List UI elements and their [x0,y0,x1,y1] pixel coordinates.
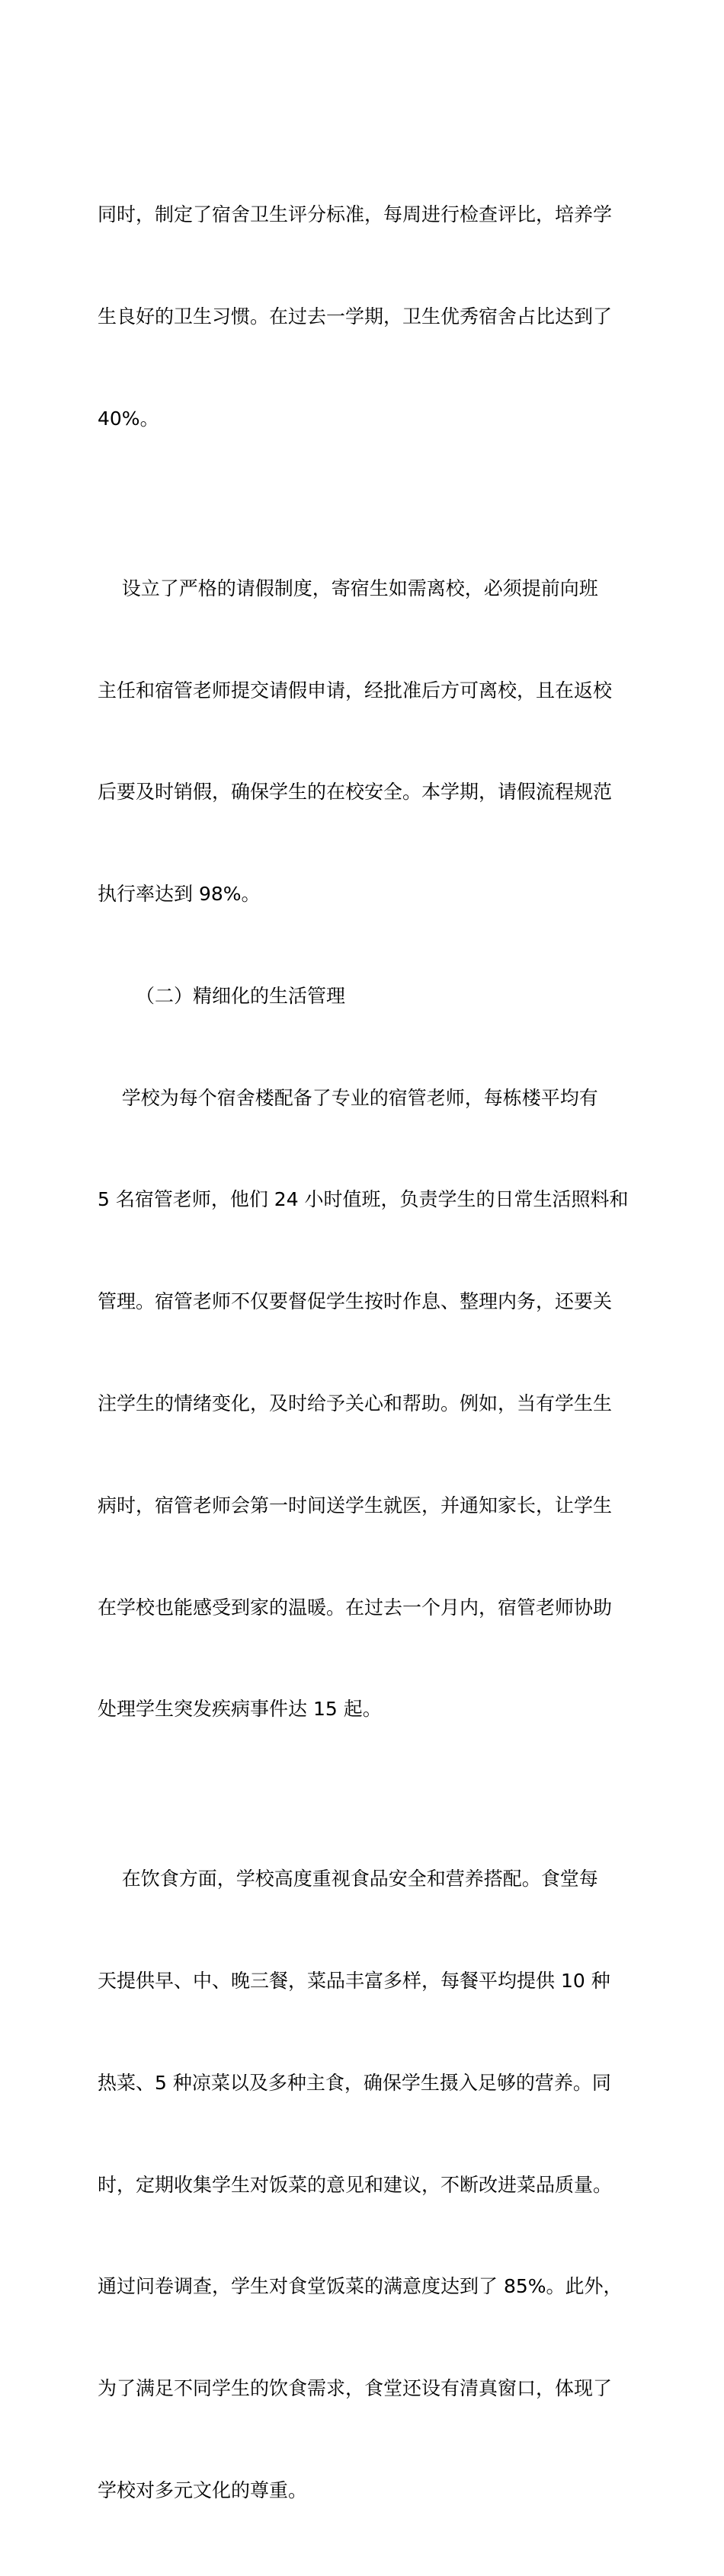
section-heading: （二）精细化的生活管理 [136,984,346,1007]
text-line: 设立了严格的请假制度，寄宿生如需离校，必须提前向班 [98,577,598,599]
text-line: 天提供早、中、晚三餐，菜品丰富多样，每餐平均提供 10 种 [98,1970,610,1993]
text-line: 执行率达到 98%。 [98,883,261,906]
text-line: 学校为每个宿舍楼配备了专业的宿管老师，每栋楼平均有 [98,1086,598,1109]
paragraph-leave-policy [98,504,634,980]
text-line: 管理。宿管老师不仅要督促学生按时作息、整理内务，还要关 [98,1290,613,1313]
paragraph-hygiene [98,130,634,504]
text-line: 5 名宿管老师，他们 24 小时值班，负责学生的日常生活照料和 [98,1188,629,1211]
text-line: 时，定期收集学生对饭菜的意见和建议，不断改进菜品质量。 [98,2173,613,2196]
paragraph-diet [98,1795,634,2576]
text-line: 为了满足不同学生的饮食需求，食堂还设有清真窗口，体现了 [98,2377,613,2400]
paragraph-dorm-staff [98,1013,634,1795]
text-line: 热菜、5 种凉菜以及多种主食，确保学生摄入足够的营养。同 [98,2071,611,2094]
text-line: 主任和宿管老师提交请假申请，经批准后方可离校，且在返校 [98,679,613,702]
text-line: 注学生的情绪变化，及时给予关心和帮助。例如，当有学生生 [98,1392,613,1414]
text-line: 同时，制定了宿舍卫生评分标准，每周进行检查评比，培养学 [98,203,613,226]
text-line: 40%。 [98,407,159,430]
text-line: 在学校也能感受到家的温暖。在过去一个月内，宿管老师协助 [98,1596,613,1619]
text-line: 通过问卷调查，学生对食堂饭菜的满意度达到了 85%。此外， [98,2275,623,2298]
text-line: 生良好的卫生习惯。在过去一学期，卫生优秀宿舍占比达到了 [98,305,613,328]
text-line: 处理学生突发疾病事件达 15 起。 [98,1698,382,1721]
text-line: 在饮食方面，学校高度重视食品安全和营养搭配。食堂每 [98,1868,598,1890]
text-line: 病时，宿管老师会第一时间送学生就医，并通知家长，让学生 [98,1494,613,1517]
text-line: 后要及时销假，确保学生的在校安全。本学期，请假流程规范 [98,781,613,804]
text-line: 学校对多元文化的尊重。 [98,2479,308,2501]
document-body [98,130,634,2576]
